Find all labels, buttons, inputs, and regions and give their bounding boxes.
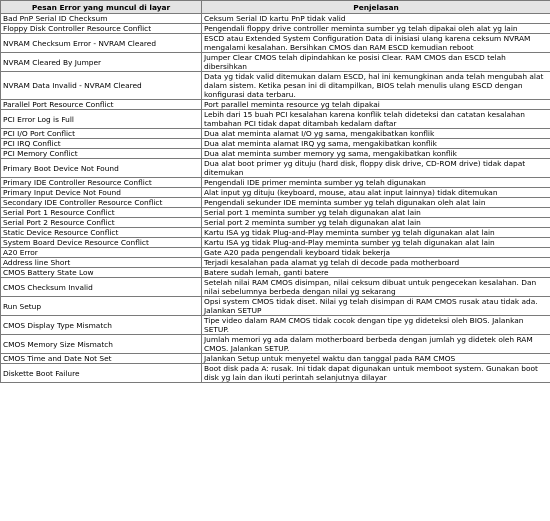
explanation-cell: Data yg tidak valid ditemukan dalam ESCD, hal ini kemungkinan anda telah mengubah alat dalam sistem. Ketika pesan ini di ditampilkan, BIOS telah menulis ulang ESCD dengan konfigurasi data terbaru. bbox=[202, 72, 550, 100]
explanation-cell: Lebih dari 15 buah PCI kesalahan karena konflik telah dideteksi dan catatan kesalahan tambahan PCI tidak dapat ditambah kedalam daftar bbox=[202, 110, 550, 129]
table-row bbox=[1, 110, 550, 129]
table-row bbox=[1, 53, 550, 72]
table-row bbox=[1, 278, 550, 297]
explanation-cell: Gate A20 pada pengendali keyboard tidak bekerja bbox=[202, 248, 550, 258]
error-message-cell: Secondary IDE Controller Resource Conflict bbox=[1, 198, 202, 208]
explanation-cell: Dua alat meminta alamat IRQ yg sama, mengakibatkan konflik bbox=[202, 139, 550, 149]
explanation-cell: Pengendali sekunder IDE meminta sumber yg telah digunakan oleh alat lain bbox=[202, 198, 550, 208]
error-message-cell: CMOS Display Type Mismatch bbox=[1, 316, 202, 335]
explanation-cell: Pengendali floppy drive controller meminta sumber yg telah dipakai oleh alat yg lain bbox=[202, 24, 550, 34]
error-message-cell: CMOS Checksum Invalid bbox=[1, 278, 202, 297]
table-row bbox=[1, 72, 550, 100]
table-row bbox=[1, 14, 550, 24]
error-message-cell: NVRAM Checksum Error - NVRAM Cleared bbox=[1, 34, 202, 53]
error-message-cell: Serial Port 1 Resource Conflict bbox=[1, 208, 202, 218]
table-row bbox=[1, 188, 550, 198]
table-row bbox=[1, 297, 550, 316]
error-message-cell: Serial Port 2 Resource Conflict bbox=[1, 218, 202, 228]
error-message-cell: Bad PnP Serial ID Checksum bbox=[1, 14, 202, 24]
table-row bbox=[1, 100, 550, 110]
table-row bbox=[1, 129, 550, 139]
explanation-cell: Kartu ISA yg tidak Plug-and-Play meminta sumber yg telah digunakan alat lain bbox=[202, 238, 550, 248]
table-row bbox=[1, 364, 550, 383]
table-row bbox=[1, 228, 550, 238]
explanation-cell: Dua alat meminta sumber memory yg sama, mengakibatkan konflik bbox=[202, 149, 550, 159]
explanation-cell: Terjadi kesalahan pada alamat yg telah di decode pada motherboard bbox=[202, 258, 550, 268]
explanation-cell: Ceksum Serial ID kartu PnP tidak valid bbox=[202, 14, 550, 24]
error-message-cell: Address line Short bbox=[1, 258, 202, 268]
table-row bbox=[1, 316, 550, 335]
error-message-cell: PCI Error Log is Full bbox=[1, 110, 202, 129]
explanation-cell: Opsi system CMOS tidak diset. Nilai yg telah disimpan di RAM CMOS rusak atau tidak ada. Jalankan SETUP bbox=[202, 297, 550, 316]
error-message-cell: CMOS Time and Date Not Set bbox=[1, 354, 202, 364]
explanation-cell: Boot disk pada A: rusak. Ini tidak dapat digunakan untuk memboot system. Gunakan boot disk yg lain dan ikuti perintah selanjutnya dilayar bbox=[202, 364, 550, 383]
error-message-cell: Run Setup bbox=[1, 297, 202, 316]
error-message-cell: Parallel Port Resource Conflict bbox=[1, 100, 202, 110]
table-row bbox=[1, 268, 550, 278]
error-message-cell: NVRAM Cleared By Jumper bbox=[1, 53, 202, 72]
table-row bbox=[1, 149, 550, 159]
table-row bbox=[1, 198, 550, 208]
table-row bbox=[1, 248, 550, 258]
explanation-cell: Port parallel meminta resource yg telah dipakai bbox=[202, 100, 550, 110]
table-row bbox=[1, 159, 550, 178]
error-message-cell: PCI Memory Conflict bbox=[1, 149, 202, 159]
explanation-cell: Dua alat boot primer yg dituju (hard disk, floppy disk drive, CD-ROM drive) tidak dapat ditemukan bbox=[202, 159, 550, 178]
table-row bbox=[1, 139, 550, 149]
table-row bbox=[1, 208, 550, 218]
explanation-cell: Kartu ISA yg tidak Plug-and-Play meminta sumber yg telah digunakan alat lain bbox=[202, 228, 550, 238]
explanation-cell: Jumlah memori yg ada dalam motherboard berbeda dengan jumlah yg didetek oleh RAM CMOS. Jalankan SETUP. bbox=[202, 335, 550, 354]
header-explanation: Penjelasan bbox=[202, 1, 550, 14]
error-message-cell: CMOS Battery State Low bbox=[1, 268, 202, 278]
explanation-cell: Pengendali IDE primer meminta sumber yg telah digunakan bbox=[202, 178, 550, 188]
explanation-cell: Dua alat meminta alamat I/O yg sama, mengakibatkan konflik bbox=[202, 129, 550, 139]
error-message-cell: PCI I/O Port Conflict bbox=[1, 129, 202, 139]
table-row bbox=[1, 238, 550, 248]
table-body bbox=[1, 14, 550, 383]
explanation-cell: Serial port 1 meminta sumber yg telah digunakan alat lain bbox=[202, 208, 550, 218]
error-message-cell: Diskette Boot Failure bbox=[1, 364, 202, 383]
error-message-cell: Floppy Disk Controller Resource Conflict bbox=[1, 24, 202, 34]
error-message-cell: Static Device Resource Conflict bbox=[1, 228, 202, 238]
error-message-cell: Primary Input Device Not Found bbox=[1, 188, 202, 198]
error-message-cell: NVRAM Data Invalid - NVRAM Cleared bbox=[1, 72, 202, 100]
explanation-cell: ESCD atau Extended System Configuration Data di inisiasi ulang karena ceksum NVRAM mengalami kesalahan. Bersihkan CMOS dan RAM ESCD kemudian reboot bbox=[202, 34, 550, 53]
error-message-cell: CMOS Memory Size Mismatch bbox=[1, 335, 202, 354]
explanation-cell: Setelah nilai RAM CMOS disimpan, nilai ceksum dibuat untuk pengecekan kesalahan. Dan nilai sebelumnya berbeda dengan nilai yg sekarang bbox=[202, 278, 550, 297]
table-row bbox=[1, 34, 550, 53]
explanation-cell: Jumper Clear CMOS telah dipindahkan ke posisi Clear. RAM CMOS dan ESCD telah dibersihkan bbox=[202, 53, 550, 72]
table-row bbox=[1, 24, 550, 34]
explanation-cell: Jalankan Setup untuk menyetel waktu dan tanggal pada RAM CMOS bbox=[202, 354, 550, 364]
table-row bbox=[1, 178, 550, 188]
table-row bbox=[1, 335, 550, 354]
table-row bbox=[1, 354, 550, 364]
error-message-cell: Primary Boot Device Not Found bbox=[1, 159, 202, 178]
explanation-cell: Alat input yg dituju (keyboard, mouse, atau alat input lainnya) tidak ditemukan bbox=[202, 188, 550, 198]
table-row bbox=[1, 258, 550, 268]
header-error-message: Pesan Error yang muncul di layar bbox=[1, 1, 202, 14]
explanation-cell: Tipe video dalam RAM CMOS tidak cocok dengan tipe yg dideteksi oleh BIOS. Jalankan SETUP. bbox=[202, 316, 550, 335]
table-row bbox=[1, 218, 550, 228]
header-row bbox=[1, 1, 550, 14]
error-message-cell: A20 Error bbox=[1, 248, 202, 258]
error-message-cell: System Board Device Resource Conflict bbox=[1, 238, 202, 248]
explanation-cell: Serial port 2 meminta sumber yg telah digunakan alat lain bbox=[202, 218, 550, 228]
explanation-cell: Batere sudah lemah, ganti batere bbox=[202, 268, 550, 278]
error-message-cell: Primary IDE Controller Resource Conflict bbox=[1, 178, 202, 188]
error-message-cell: PCI IRQ Conflict bbox=[1, 139, 202, 149]
